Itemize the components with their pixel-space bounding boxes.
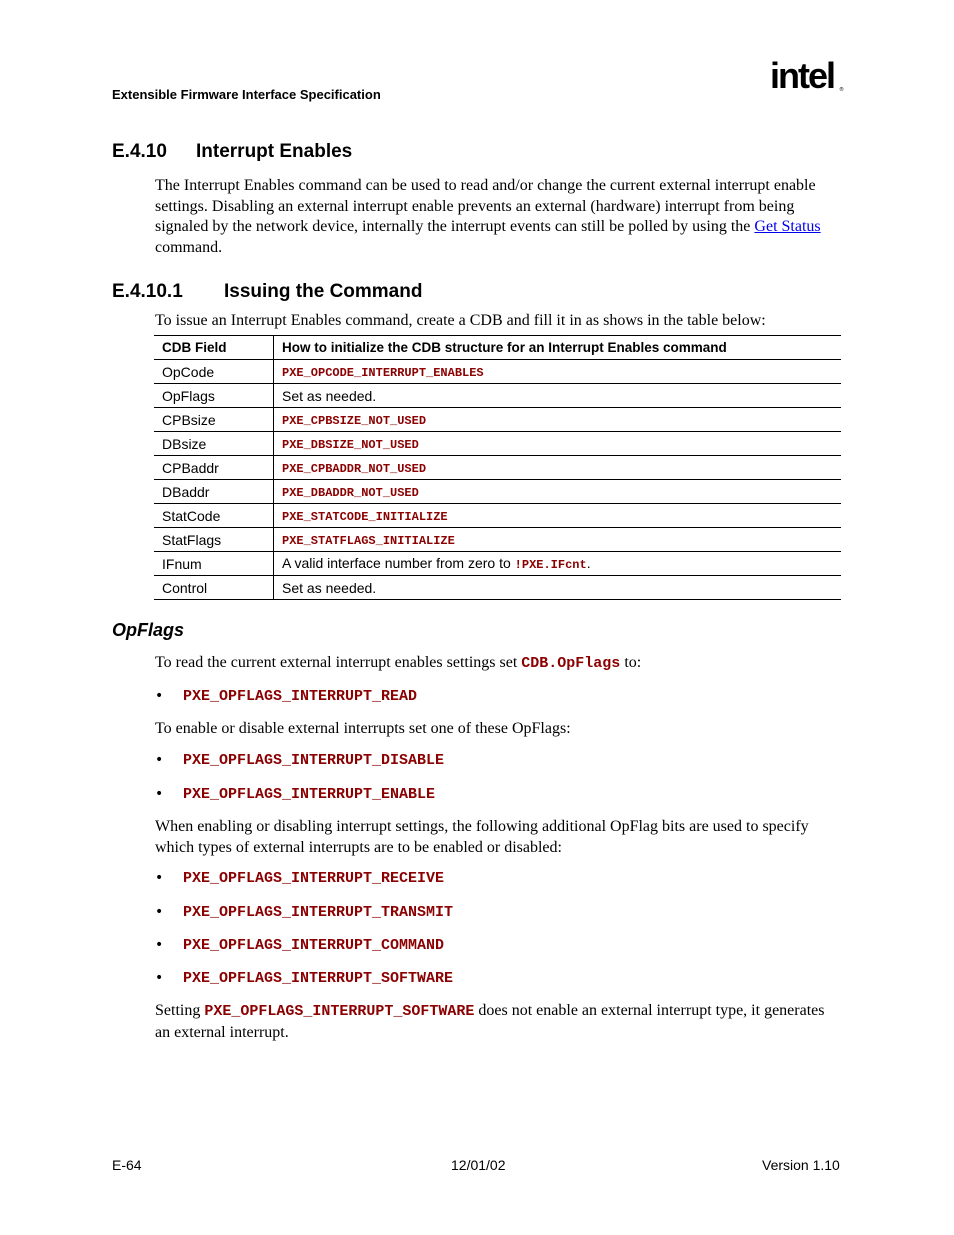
cdb-value xyxy=(274,360,842,384)
opflags-enable-intro: To enable or disable external interrupts set one of these OpFlags: xyxy=(155,720,571,737)
cdb-value-code: PXE_OPCODE_INTERRUPT_ENABLES xyxy=(282,366,484,380)
cdb-value-text: . xyxy=(586,555,591,571)
cdb-value-code: !PXE.IFcnt xyxy=(514,558,587,572)
cdb-value-text: A valid interface number from zero to xyxy=(282,555,515,571)
opflags-heading: OpFlags xyxy=(112,620,185,640)
table-row xyxy=(154,360,841,384)
cdb-value-code: PXE_CPBADDR_NOT_USED xyxy=(282,462,427,476)
subsection-intro: To issue an Interrupt Enables command, create a CDB and fill it in as shows in the table below: xyxy=(155,312,766,329)
table-row xyxy=(154,384,841,408)
opflag-code: PXE_OPFLAGS_INTERRUPT_TRANSMIT xyxy=(183,904,454,921)
cdb-value-code: PXE_STATCODE_INITIALIZE xyxy=(282,510,448,524)
subsection-heading xyxy=(112,281,422,303)
cdb-value-code: PXE_DBADDR_NOT_USED xyxy=(282,486,419,500)
cdb-value xyxy=(274,504,842,528)
cdb-value xyxy=(274,432,842,456)
section-number: E.4.10 xyxy=(112,141,167,162)
cdb-value: Set as needed. xyxy=(274,576,842,600)
intel-logo xyxy=(770,57,846,107)
cdb-field: DBaddr xyxy=(154,480,274,504)
cdb-field: StatCode xyxy=(154,504,274,528)
footer-page-number: E-64 xyxy=(112,1157,142,1173)
cdb-field: OpFlags xyxy=(154,384,274,408)
cdb-field: StatFlags xyxy=(154,528,274,552)
software-note-text-end: does not enable an external interrupt type, it generates an external interrupt. xyxy=(155,1002,825,1041)
cdb-table xyxy=(154,335,841,600)
cdb-value-code: PXE_CPBSIZE_NOT_USED xyxy=(282,414,427,428)
logo-text: intel xyxy=(770,57,835,96)
table-row xyxy=(154,528,841,552)
table-row xyxy=(154,504,841,528)
read-intro-text-end: to: xyxy=(620,654,642,671)
opflags-types-intro: When enabling or disabling interrupt settings, the following additional OpFlag bits are used to specify which types of external interrupts are to be enabled or disabled: xyxy=(155,818,809,856)
opflag-code: PXE_OPFLAGS_INTERRUPT_ENABLE xyxy=(183,786,436,803)
bullet-icon: • xyxy=(155,688,164,704)
cdb-field: CPBsize xyxy=(154,408,274,432)
section-intro xyxy=(155,176,827,258)
column-header: CDB Field xyxy=(154,336,274,360)
table-row xyxy=(154,432,841,456)
footer-version: Version 1.10 xyxy=(762,1157,840,1173)
opflags-read-intro xyxy=(155,653,827,675)
cdb-value xyxy=(274,552,842,576)
column-header: How to initialize the CDB structure for an Interrupt Enables command xyxy=(274,336,842,360)
header-title: Extensible Firmware Interface Specification xyxy=(112,87,381,102)
get-status-link[interactable]: Get Status xyxy=(754,218,821,235)
bullet-icon: • xyxy=(155,752,164,768)
cdb-value-code: PXE_STATFLAGS_INITIALIZE xyxy=(282,534,455,548)
read-intro-text: To read the current external interrupt enables settings set xyxy=(155,654,522,671)
intro-text: The Interrupt Enables command can be used to read and/or change the current external interrupt enable settings. Disabling an external interrupt enable prevents an external (hardware) interrupt from being signaled by the network device, internally the interrupt events can still be polled by using the xyxy=(155,177,816,235)
table-row xyxy=(154,576,841,600)
section-heading xyxy=(112,141,352,163)
opflag-code: PXE_OPFLAGS_INTERRUPT_SOFTWARE xyxy=(183,970,454,987)
cdb-field: CPBaddr xyxy=(154,456,274,480)
opflag-code: PXE_OPFLAGS_INTERRUPT_RECEIVE xyxy=(183,870,445,887)
software-note xyxy=(155,1001,827,1043)
cdb-value xyxy=(274,456,842,480)
opflag-code: PXE_OPFLAGS_INTERRUPT_READ xyxy=(183,688,418,705)
bullet-icon: • xyxy=(155,904,164,920)
software-note-text: Setting xyxy=(155,1002,205,1019)
section-title: Interrupt Enables xyxy=(196,141,353,162)
opflag-code: PXE_OPFLAGS_INTERRUPT_COMMAND xyxy=(183,937,445,954)
cdb-value: Set as needed. xyxy=(274,384,842,408)
footer-date: 12/01/02 xyxy=(451,1157,506,1173)
opflag-code: PXE_OPFLAGS_INTERRUPT_DISABLE xyxy=(183,752,445,769)
subsection-title: Issuing the Command xyxy=(224,281,423,302)
cdb-value xyxy=(274,528,842,552)
table-header-row xyxy=(154,336,841,360)
bullet-icon: • xyxy=(155,870,164,886)
logo-registered: ® xyxy=(839,87,844,93)
software-note-code: PXE_OPFLAGS_INTERRUPT_SOFTWARE xyxy=(204,1003,475,1020)
intro-text-end: command. xyxy=(155,238,223,256)
table-row xyxy=(154,456,841,480)
cdb-value xyxy=(274,408,842,432)
table-row xyxy=(154,480,841,504)
cdb-field: OpCode xyxy=(154,360,274,384)
cdb-value xyxy=(274,480,842,504)
cdb-field: DBsize xyxy=(154,432,274,456)
bullet-icon: • xyxy=(155,970,164,986)
table-row xyxy=(154,552,841,576)
cdb-field: Control xyxy=(154,576,274,600)
read-intro-code: CDB.OpFlags xyxy=(521,655,621,672)
subsection-number: E.4.10.1 xyxy=(112,281,183,302)
cdb-value-code: PXE_DBSIZE_NOT_USED xyxy=(282,438,419,452)
table-row xyxy=(154,408,841,432)
bullet-icon: • xyxy=(155,786,164,802)
cdb-field: IFnum xyxy=(154,552,274,576)
bullet-icon: • xyxy=(155,937,164,953)
